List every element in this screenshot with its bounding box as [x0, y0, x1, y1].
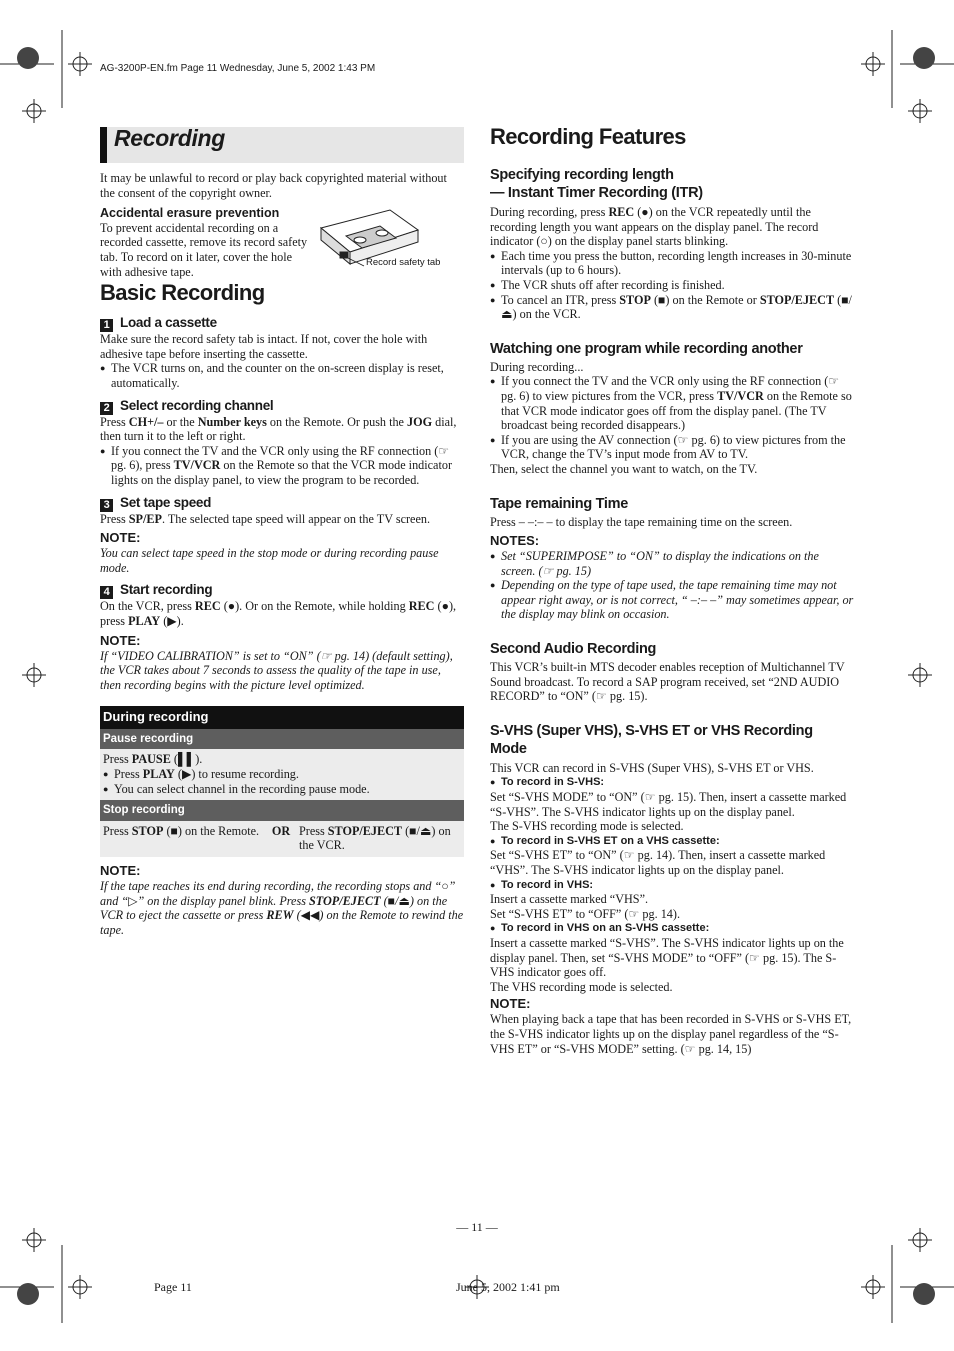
footer-right: June 5, 2002 1:41 pm [456, 1280, 560, 1294]
watch-heading: Watching one program while recording another [490, 340, 803, 357]
step-1: 1 Load a cassette [100, 314, 464, 332]
note-label: NOTE: [100, 632, 141, 648]
watch-intro: During recording... [490, 359, 584, 374]
note-step-3: You can select tape speed in the stop mode or during recording pause mode. [100, 546, 439, 575]
watch-bullet-2: ● If you are using the AV connection (☞ pg. 6) to view pictures from the VCR, change the TV’s input mode from AV to TV. [490, 433, 854, 462]
copyright-intro: It may be unlawful to record or play back copyrighted material without the consent of the copyright owner. [100, 171, 447, 200]
second-audio-heading: Second Audio Recording [490, 641, 657, 658]
figure-label: Record safety tab [366, 257, 441, 269]
erasure-section [100, 206, 464, 279]
itr-bullet-1: ● Each time you press the button, recording length increases in 30-minute intervals (up to 6 hours). [490, 249, 854, 278]
footer-left: Page 11 [154, 1280, 192, 1294]
tape-note-2: ● Depending on the type of tape used, the tape remaining time may not appear right away, or is not correct, “ –:– –” may sometimes appear, or the display may blink on occasion. [490, 578, 854, 622]
step-1-bullet: ● The VCR turns on, and the counter on the on-screen display is reset, automatically. [100, 361, 464, 390]
note-label: NOTE: [100, 530, 141, 546]
page-number: — 11 — [456, 1220, 498, 1234]
step-2: 2 Select recording channel [100, 397, 464, 415]
right-column [490, 124, 854, 1056]
step-3-text: Press SP/EP. The selected tape speed will appear on the TV screen. [100, 511, 430, 526]
note-label: NOTE: [100, 863, 141, 879]
svhs-heading: S-VHS (Super VHS), S-VHS ET or VHS Recording Mode [490, 722, 813, 757]
step-2-text: Press CH+/– or the Number keys on the Remote. Or push the JOG dial, then turn it to the left or right. [100, 414, 457, 444]
page-title: Recording [114, 125, 226, 151]
table-title: During recording [100, 706, 464, 729]
tape-note-1: ● Set “SUPERIMPOSE” to “ON” to display the indications on the screen. (☞ pg. 15) [490, 549, 854, 578]
stop-recording-body: Press STOP (■) on the Remote. OR Press STOP/EJECT (■/⏏) on the VCR. [100, 821, 464, 857]
step-2-bullet: ● If you connect the TV and the VCR only using the RF connection (☞ pg. 6), press TV/VCR on the Remote so that the VCR mode indicator lights on the display panel, to view the program to be recorded. [100, 444, 464, 488]
step-4-text: On the VCR, press REC (●). Or on the Remote, while holding REC (●), press PLAY (▶). [100, 599, 457, 628]
itr-bullet-2: ● The VCR shuts off after recording is finished. [490, 278, 854, 293]
left-column [100, 127, 464, 937]
stop-recording-label: Stop recording [100, 800, 464, 821]
erasure-heading: Accidental erasure prevention [100, 206, 280, 221]
watch-bullet-1: ● If you connect the TV and the VCR only using the RF connection (☞ pg. 6) to view pictures from the VCR, press TV/VCR on the Remote so that VCR mode indicator goes off from the display panel. (The TV broadcast being recorded disappears.) [490, 374, 854, 432]
recording-features-heading: Recording Features [490, 124, 686, 149]
section-title-bar [100, 127, 464, 163]
file-info: AG-3200P-EN.fm Page 11 Wednesday, June 5, 2002 1:43 PM [100, 63, 376, 74]
notes-label: NOTES: [490, 533, 540, 549]
tape-remaining-text: Press – –:– – to display the tape remaining time on the screen. [490, 514, 793, 529]
step-1-text: Make sure the record safety tab is intact. If not, cover the hole with adhesive tape before inserting the cassette. [100, 332, 428, 361]
note-label: NOTE: [490, 996, 531, 1012]
pause-recording-body: Press PAUSE (▌▌). ● Press PLAY (▶) to resume recording. ● You can select channel in the recording pause mode. [100, 749, 464, 800]
during-recording-table [100, 706, 464, 857]
erasure-text: To prevent accidental recording on a recorded cassette, remove its record safety tab. To record on it later, cover the hole with adhesive tape. [100, 220, 308, 279]
itr-text: During recording, press REC (●) on the VCR repeatedly until the recording length you want appears on the display panel. The record indicator (○) on the display panel starts blinking. [490, 205, 819, 249]
note-step-4: If “VIDEO CALIBRATION” is set to “ON” (☞ pg. 14) (default setting), the VCR takes about 7 seconds to assess the quality of the tape in use, then recording begins with the picture level optimized. [100, 648, 453, 692]
second-audio-text: This VCR’s built-in MTS decoder enables reception of Multichannel TV Sound broadcast. To record a SAP program received, set “2ND AUDIO RECORD” to “ON” (☞ pg. 15). [490, 660, 845, 704]
svhs-intro: This VCR can record in S-VHS (Super VHS), S-VHS ET or VHS. [490, 760, 814, 775]
step-4: 4 Start recording [100, 581, 464, 599]
svhs-item: ● To record in S-VHS ET on a VHS cassette: Set “S-VHS ET” to “ON” (☞ pg. 14). Then, insert a cassette marked “VHS”. The S-VHS indicator lights up on the display panel. [490, 834, 854, 878]
itr-heading: Specifying recording length — Instant Timer Recording (ITR) [490, 167, 703, 201]
svhs-item: ● To record in VHS on an S-VHS cassette: Insert a cassette marked “S-VHS”. The S-VHS indicator lights up on the display panel. Then, set “S-VHS MODE” to “OFF” (☞ pg. 15). The S-VHS indicator goes off. The VHS recording mode is selected. [490, 921, 854, 994]
watch-after: Then, select the channel you want to watch, on the TV. [490, 461, 758, 476]
step-3: 3 Set tape speed [100, 494, 464, 512]
tape-remaining-heading: Tape remaining Time [490, 495, 628, 512]
note-tape-end: If the tape reaches its end during recording, the recording stops and “○” and “▷” on the display panel blink. Press STOP/EJECT (■/⏏) on the VCR to eject the cassette or press REW (◀◀) on the Remote to rewind the tape. [100, 879, 464, 937]
basic-recording-heading: Basic Recording [100, 280, 265, 306]
itr-bullet-3: ● To cancel an ITR, press STOP (■) on the Remote or STOP/EJECT (■/⏏) on the VCR. [490, 293, 854, 322]
svhs-note: When playing back a tape that has been recorded in S-VHS or S-VHS ET, the S-VHS indicator lights up on the display panel regardless of the “S-VHS ET” or “S-VHS MODE” setting. (☞ pg. 14, 15) [490, 1012, 852, 1056]
pause-recording-label: Pause recording [100, 729, 464, 750]
svhs-item: ● To record in S-VHS: Set “S-VHS MODE” to “ON” (☞ pg. 15). Then, insert a cassette marked “S-VHS”. The S-VHS indicator lights up on the display panel. The S-VHS recording mode is selected. [490, 775, 854, 833]
svhs-item: ● To record in VHS: Insert a cassette marked “VHS”. Set “S-VHS ET” to “OFF” (☞ pg. 14). [490, 878, 854, 922]
